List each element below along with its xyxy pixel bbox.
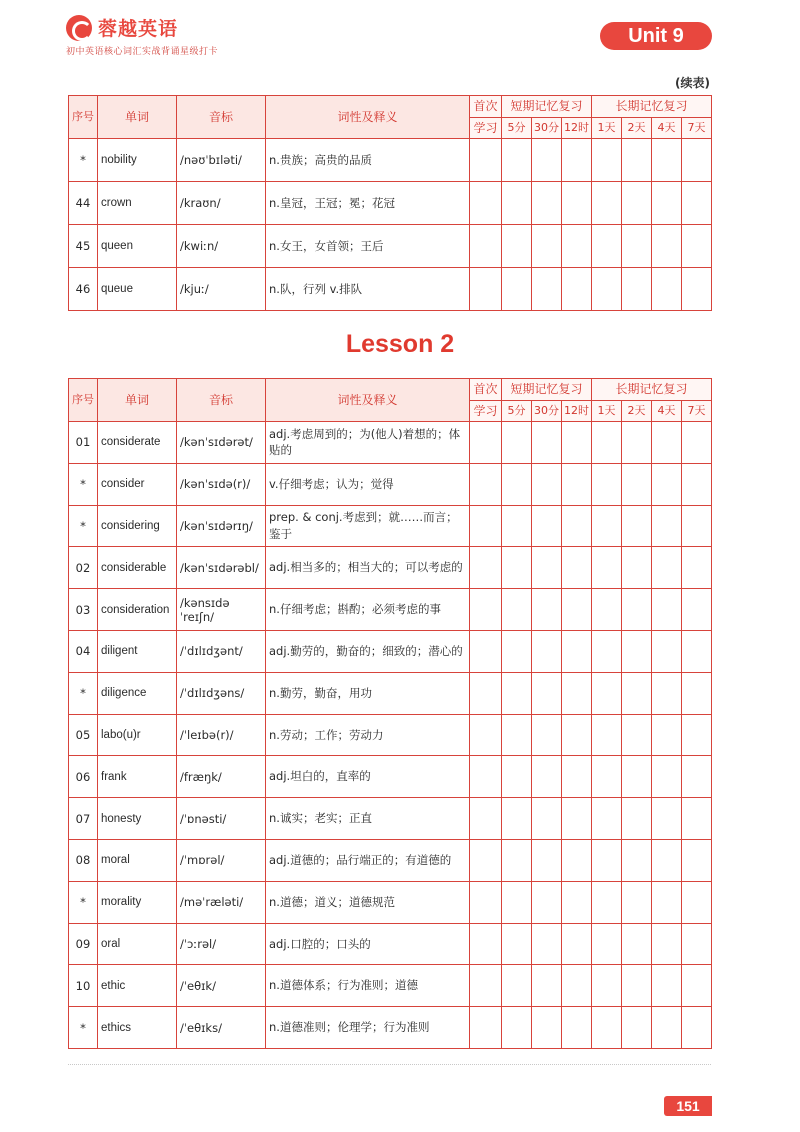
continued-label: (续表) bbox=[675, 76, 710, 90]
review-checkbox-cell[interactable] bbox=[682, 225, 712, 268]
row-number: * bbox=[69, 881, 98, 923]
phonetic: /ˈeθɪks/ bbox=[177, 1007, 266, 1049]
vocab-table-lesson bbox=[68, 378, 712, 1049]
review-checkbox-cell[interactable] bbox=[592, 139, 622, 182]
word: considerate bbox=[98, 422, 177, 464]
review-checkbox-cell[interactable] bbox=[502, 463, 532, 505]
review-checkbox-cell[interactable] bbox=[532, 965, 562, 1007]
review-checkbox-cell[interactable] bbox=[682, 268, 712, 311]
header-long-term: 长期记忆复习 bbox=[592, 379, 712, 401]
review-checkbox-cell[interactable] bbox=[562, 589, 592, 631]
header-5min: 5分 bbox=[502, 118, 532, 139]
table-row bbox=[69, 139, 712, 182]
review-checkbox-cell[interactable] bbox=[532, 798, 562, 840]
review-checkbox-cell[interactable] bbox=[502, 672, 532, 714]
review-checkbox-cell[interactable] bbox=[532, 589, 562, 631]
row-number: 09 bbox=[69, 923, 98, 965]
header-12h: 12时 bbox=[562, 118, 592, 139]
review-checkbox-cell[interactable] bbox=[592, 923, 622, 965]
phonetic: /kənˈsɪdərəbl/ bbox=[177, 547, 266, 589]
review-checkbox-cell[interactable] bbox=[532, 463, 562, 505]
phonetic: /kwiːn/ bbox=[177, 225, 266, 268]
review-checkbox-cell[interactable] bbox=[652, 714, 682, 756]
row-number: * bbox=[69, 463, 98, 505]
review-checkbox-cell[interactable] bbox=[470, 1007, 502, 1049]
header-12h: 12时 bbox=[562, 401, 592, 422]
review-checkbox-cell[interactable] bbox=[622, 630, 652, 672]
meaning: prep. & conj.考虑到；就……而言；鉴于 bbox=[266, 505, 470, 547]
review-checkbox-cell[interactable] bbox=[502, 1007, 532, 1049]
header-short-term: 短期记忆复习 bbox=[502, 379, 592, 401]
review-checkbox-cell[interactable] bbox=[622, 139, 652, 182]
review-checkbox-cell[interactable] bbox=[532, 225, 562, 268]
lesson-rows bbox=[69, 422, 712, 1049]
review-checkbox-cell[interactable] bbox=[502, 139, 532, 182]
table-row bbox=[69, 182, 712, 225]
review-checkbox-cell[interactable] bbox=[622, 422, 652, 464]
review-checkbox-cell[interactable] bbox=[532, 422, 562, 464]
brand-logo-icon bbox=[66, 15, 92, 41]
review-checkbox-cell[interactable] bbox=[470, 756, 502, 798]
table-row bbox=[69, 268, 712, 311]
review-checkbox-cell[interactable] bbox=[592, 422, 622, 464]
review-checkbox-cell[interactable] bbox=[652, 182, 682, 225]
review-checkbox-cell[interactable] bbox=[682, 547, 712, 589]
meaning: n.仔细考虑；斟酌；必须考虑的事 bbox=[266, 589, 470, 631]
review-checkbox-cell[interactable] bbox=[622, 225, 652, 268]
meaning: adj.勤劳的，勤奋的；细致的；潜心的 bbox=[266, 630, 470, 672]
review-checkbox-cell[interactable] bbox=[470, 547, 502, 589]
word: crown bbox=[98, 182, 177, 225]
review-checkbox-cell[interactable] bbox=[652, 422, 682, 464]
review-checkbox-cell[interactable] bbox=[562, 1007, 592, 1049]
review-checkbox-cell[interactable] bbox=[532, 1007, 562, 1049]
header-subtitle: 初中英语核心词汇实战背诵星级打卡 bbox=[66, 47, 219, 57]
header-1day: 1天 bbox=[592, 401, 622, 422]
review-checkbox-cell[interactable] bbox=[502, 881, 532, 923]
review-checkbox-cell[interactable] bbox=[562, 268, 592, 311]
meaning: n.道德准则；伦理学；行为准则 bbox=[266, 1007, 470, 1049]
phonetic: /kraʊn/ bbox=[177, 182, 266, 225]
review-checkbox-cell[interactable] bbox=[652, 923, 682, 965]
review-checkbox-cell[interactable] bbox=[592, 965, 622, 1007]
meaning: n.道德；道义；道德规范 bbox=[266, 881, 470, 923]
review-checkbox-cell[interactable] bbox=[562, 139, 592, 182]
word: diligent bbox=[98, 630, 177, 672]
phonetic: /kjuː/ bbox=[177, 268, 266, 311]
phonetic: /kənˈsɪdə(r)/ bbox=[177, 463, 266, 505]
word: labo(u)r bbox=[98, 714, 177, 756]
table-row bbox=[69, 422, 712, 464]
header-7day: 7天 bbox=[682, 118, 712, 139]
table-row bbox=[69, 756, 712, 798]
phonetic: /ˈdɪlɪdʒəns/ bbox=[177, 672, 266, 714]
header-meaning: 词性及释义 bbox=[266, 96, 470, 139]
review-checkbox-cell[interactable] bbox=[502, 839, 532, 881]
review-checkbox-cell[interactable] bbox=[562, 798, 592, 840]
brand-logo bbox=[66, 14, 178, 41]
review-checkbox-cell[interactable] bbox=[652, 630, 682, 672]
review-checkbox-cell[interactable] bbox=[562, 839, 592, 881]
row-number: 08 bbox=[69, 839, 98, 881]
review-checkbox-cell[interactable] bbox=[592, 589, 622, 631]
table-row bbox=[69, 839, 712, 881]
review-checkbox-cell[interactable] bbox=[562, 182, 592, 225]
review-checkbox-cell[interactable] bbox=[532, 923, 562, 965]
word: considering bbox=[98, 505, 177, 547]
review-checkbox-cell[interactable] bbox=[592, 547, 622, 589]
table-row bbox=[69, 630, 712, 672]
review-checkbox-cell[interactable] bbox=[470, 672, 502, 714]
review-checkbox-cell[interactable] bbox=[562, 225, 592, 268]
word: morality bbox=[98, 881, 177, 923]
phonetic: /nəʊˈbɪləti/ bbox=[177, 139, 266, 182]
meaning: v.仔细考虑；认为；觉得 bbox=[266, 463, 470, 505]
review-checkbox-cell[interactable] bbox=[562, 965, 592, 1007]
review-checkbox-cell[interactable] bbox=[622, 923, 652, 965]
review-checkbox-cell[interactable] bbox=[470, 798, 502, 840]
row-number: 46 bbox=[69, 268, 98, 311]
phonetic: /ˈeθɪk/ bbox=[177, 965, 266, 1007]
word: queue bbox=[98, 268, 177, 311]
review-checkbox-cell[interactable] bbox=[652, 589, 682, 631]
review-checkbox-cell[interactable] bbox=[682, 630, 712, 672]
phonetic: /məˈræləti/ bbox=[177, 881, 266, 923]
review-checkbox-cell[interactable] bbox=[682, 672, 712, 714]
review-checkbox-cell[interactable] bbox=[502, 965, 532, 1007]
review-checkbox-cell[interactable] bbox=[532, 839, 562, 881]
review-checkbox-cell[interactable] bbox=[682, 505, 712, 547]
review-checkbox-cell[interactable] bbox=[532, 672, 562, 714]
review-checkbox-cell[interactable] bbox=[532, 139, 562, 182]
review-checkbox-cell[interactable] bbox=[592, 839, 622, 881]
brand-name: 蓉越英语 bbox=[98, 18, 179, 40]
review-checkbox-cell[interactable] bbox=[622, 756, 652, 798]
review-checkbox-cell[interactable] bbox=[562, 714, 592, 756]
review-checkbox-cell[interactable] bbox=[652, 505, 682, 547]
page-header bbox=[0, 0, 800, 70]
review-checkbox-cell[interactable] bbox=[682, 182, 712, 225]
header-2day: 2天 bbox=[622, 401, 652, 422]
phonetic: /kənsɪdəˈreɪʃn/ bbox=[177, 589, 266, 631]
review-checkbox-cell[interactable] bbox=[682, 798, 712, 840]
word: ethics bbox=[98, 1007, 177, 1049]
header-first-sub: 学习 bbox=[470, 118, 502, 139]
review-checkbox-cell[interactable] bbox=[532, 881, 562, 923]
review-checkbox-cell[interactable] bbox=[470, 268, 502, 311]
review-checkbox-cell[interactable] bbox=[532, 756, 562, 798]
meaning: n.皇冠，王冠；冕；花冠 bbox=[266, 182, 470, 225]
meaning: n.队，行列 v.排队 bbox=[266, 268, 470, 311]
review-checkbox-cell[interactable] bbox=[622, 839, 652, 881]
review-checkbox-cell[interactable] bbox=[652, 756, 682, 798]
review-checkbox-cell[interactable] bbox=[532, 547, 562, 589]
header-word: 单词 bbox=[98, 379, 177, 422]
header-7day: 7天 bbox=[682, 401, 712, 422]
phonetic: /ˈmɒrəl/ bbox=[177, 839, 266, 881]
review-checkbox-cell[interactable] bbox=[622, 672, 652, 714]
header-1day: 1天 bbox=[592, 118, 622, 139]
row-number: 06 bbox=[69, 756, 98, 798]
review-checkbox-cell[interactable] bbox=[622, 463, 652, 505]
table-row bbox=[69, 714, 712, 756]
review-checkbox-cell[interactable] bbox=[470, 630, 502, 672]
review-checkbox-cell[interactable] bbox=[532, 505, 562, 547]
row-number: * bbox=[69, 1007, 98, 1049]
header-4day: 4天 bbox=[652, 401, 682, 422]
review-checkbox-cell[interactable] bbox=[532, 630, 562, 672]
review-checkbox-cell[interactable] bbox=[682, 139, 712, 182]
meaning: adj.相当多的；相当大的；可以考虑的 bbox=[266, 547, 470, 589]
review-checkbox-cell[interactable] bbox=[470, 589, 502, 631]
unit-badge: Unit 9 bbox=[600, 22, 712, 50]
review-checkbox-cell[interactable] bbox=[502, 182, 532, 225]
review-checkbox-cell[interactable] bbox=[532, 714, 562, 756]
review-checkbox-cell[interactable] bbox=[682, 463, 712, 505]
table-row bbox=[69, 672, 712, 714]
word: queen bbox=[98, 225, 177, 268]
word: nobility bbox=[98, 139, 177, 182]
review-checkbox-cell[interactable] bbox=[502, 798, 532, 840]
review-checkbox-cell[interactable] bbox=[562, 923, 592, 965]
row-number: * bbox=[69, 505, 98, 547]
review-checkbox-cell[interactable] bbox=[502, 630, 532, 672]
table-row bbox=[69, 965, 712, 1007]
review-checkbox-cell[interactable] bbox=[502, 756, 532, 798]
review-checkbox-cell[interactable] bbox=[592, 798, 622, 840]
review-checkbox-cell[interactable] bbox=[502, 547, 532, 589]
word: consider bbox=[98, 463, 177, 505]
review-checkbox-cell[interactable] bbox=[562, 505, 592, 547]
table-row bbox=[69, 225, 712, 268]
review-checkbox-cell[interactable] bbox=[652, 965, 682, 1007]
review-checkbox-cell[interactable] bbox=[470, 714, 502, 756]
review-checkbox-cell[interactable] bbox=[592, 881, 622, 923]
meaning: n.道德体系；行为准则；道德 bbox=[266, 965, 470, 1007]
review-checkbox-cell[interactable] bbox=[470, 225, 502, 268]
review-checkbox-cell[interactable] bbox=[562, 547, 592, 589]
phonetic: /ˈɔːrəl/ bbox=[177, 923, 266, 965]
review-checkbox-cell[interactable] bbox=[682, 589, 712, 631]
phonetic: /ˈɒnəsti/ bbox=[177, 798, 266, 840]
review-checkbox-cell[interactable] bbox=[592, 630, 622, 672]
table-row bbox=[69, 589, 712, 631]
review-checkbox-cell[interactable] bbox=[592, 505, 622, 547]
meaning: adj.坦白的，直率的 bbox=[266, 756, 470, 798]
review-checkbox-cell[interactable] bbox=[622, 965, 652, 1007]
word: honesty bbox=[98, 798, 177, 840]
header-phonetic: 音标 bbox=[177, 96, 266, 139]
review-checkbox-cell[interactable] bbox=[562, 881, 592, 923]
review-checkbox-cell[interactable] bbox=[562, 630, 592, 672]
review-checkbox-cell[interactable] bbox=[592, 463, 622, 505]
lesson-title: Lesson 2 bbox=[345, 330, 455, 358]
table-row bbox=[69, 547, 712, 589]
phonetic: /kənˈsɪdərət/ bbox=[177, 422, 266, 464]
row-number: 10 bbox=[69, 965, 98, 1007]
review-checkbox-cell[interactable] bbox=[682, 1007, 712, 1049]
review-checkbox-cell[interactable] bbox=[622, 268, 652, 311]
header-30min: 30分 bbox=[532, 401, 562, 422]
review-checkbox-cell[interactable] bbox=[562, 672, 592, 714]
review-checkbox-cell[interactable] bbox=[470, 463, 502, 505]
header-4day: 4天 bbox=[652, 118, 682, 139]
review-checkbox-cell[interactable] bbox=[622, 714, 652, 756]
row-number: 44 bbox=[69, 182, 98, 225]
meaning: adj.考虑周到的；为(他人)着想的；体贴的 bbox=[266, 422, 470, 464]
review-checkbox-cell[interactable] bbox=[652, 798, 682, 840]
table-row bbox=[69, 798, 712, 840]
review-checkbox-cell[interactable] bbox=[502, 268, 532, 311]
review-checkbox-cell[interactable] bbox=[622, 547, 652, 589]
header-long-term: 长期记忆复习 bbox=[592, 96, 712, 118]
row-number: 45 bbox=[69, 225, 98, 268]
review-checkbox-cell[interactable] bbox=[592, 672, 622, 714]
review-checkbox-cell[interactable] bbox=[622, 798, 652, 840]
footer-divider bbox=[68, 1064, 711, 1065]
review-checkbox-cell[interactable] bbox=[470, 923, 502, 965]
phonetic: /ˈleɪbə(r)/ bbox=[177, 714, 266, 756]
row-number: 04 bbox=[69, 630, 98, 672]
review-checkbox-cell[interactable] bbox=[502, 589, 532, 631]
review-checkbox-cell[interactable] bbox=[562, 463, 592, 505]
review-checkbox-cell[interactable] bbox=[682, 881, 712, 923]
header-num: 序号 bbox=[69, 379, 98, 422]
meaning: n.贵族；高贵的品质 bbox=[266, 139, 470, 182]
review-checkbox-cell[interactable] bbox=[652, 1007, 682, 1049]
phonetic: /kənˈsɪdərɪŋ/ bbox=[177, 505, 266, 547]
header-first: 首次 bbox=[470, 379, 502, 401]
header-word: 单词 bbox=[98, 96, 177, 139]
review-checkbox-cell[interactable] bbox=[682, 923, 712, 965]
review-checkbox-cell[interactable] bbox=[470, 422, 502, 464]
review-checkbox-cell[interactable] bbox=[652, 225, 682, 268]
table-row bbox=[69, 463, 712, 505]
review-checkbox-cell[interactable] bbox=[682, 714, 712, 756]
review-checkbox-cell[interactable] bbox=[652, 881, 682, 923]
review-checkbox-cell[interactable] bbox=[470, 182, 502, 225]
meaning: adj.口腔的；口头的 bbox=[266, 923, 470, 965]
word: ethic bbox=[98, 965, 177, 1007]
phonetic: /ˈdɪlɪdʒənt/ bbox=[177, 630, 266, 672]
header-num: 序号 bbox=[69, 96, 98, 139]
table-row bbox=[69, 881, 712, 923]
word: considerable bbox=[98, 547, 177, 589]
row-number: * bbox=[69, 139, 98, 182]
word: moral bbox=[98, 839, 177, 881]
header-first: 首次 bbox=[470, 96, 502, 118]
review-checkbox-cell[interactable] bbox=[592, 225, 622, 268]
review-checkbox-cell[interactable] bbox=[470, 839, 502, 881]
review-checkbox-cell[interactable] bbox=[532, 182, 562, 225]
review-checkbox-cell[interactable] bbox=[592, 756, 622, 798]
review-checkbox-cell[interactable] bbox=[502, 225, 532, 268]
row-number: 05 bbox=[69, 714, 98, 756]
phonetic: /fræŋk/ bbox=[177, 756, 266, 798]
review-checkbox-cell[interactable] bbox=[652, 672, 682, 714]
review-checkbox-cell[interactable] bbox=[502, 923, 532, 965]
review-checkbox-cell[interactable] bbox=[682, 965, 712, 1007]
review-checkbox-cell[interactable] bbox=[592, 182, 622, 225]
table-row bbox=[69, 505, 712, 547]
review-checkbox-cell[interactable] bbox=[470, 881, 502, 923]
header-meaning: 词性及释义 bbox=[266, 379, 470, 422]
word: frank bbox=[98, 756, 177, 798]
header-5min: 5分 bbox=[502, 401, 532, 422]
review-checkbox-cell[interactable] bbox=[532, 268, 562, 311]
row-number: 01 bbox=[69, 422, 98, 464]
review-checkbox-cell[interactable] bbox=[622, 1007, 652, 1049]
row-number: 07 bbox=[69, 798, 98, 840]
row-number: 02 bbox=[69, 547, 98, 589]
meaning: n.女王，女首领；王后 bbox=[266, 225, 470, 268]
review-checkbox-cell[interactable] bbox=[622, 182, 652, 225]
word: oral bbox=[98, 923, 177, 965]
word: consideration bbox=[98, 589, 177, 631]
review-checkbox-cell[interactable] bbox=[682, 839, 712, 881]
review-checkbox-cell[interactable] bbox=[502, 714, 532, 756]
review-checkbox-cell[interactable] bbox=[562, 756, 592, 798]
table-row bbox=[69, 923, 712, 965]
header-2day: 2天 bbox=[622, 118, 652, 139]
review-checkbox-cell[interactable] bbox=[592, 1007, 622, 1049]
header-30min: 30分 bbox=[532, 118, 562, 139]
review-checkbox-cell[interactable] bbox=[682, 756, 712, 798]
page-number: 151 bbox=[664, 1096, 712, 1116]
review-checkbox-cell[interactable] bbox=[652, 268, 682, 311]
review-checkbox-cell[interactable] bbox=[502, 422, 532, 464]
meaning: n.诚实；老实；正直 bbox=[266, 798, 470, 840]
review-checkbox-cell[interactable] bbox=[502, 505, 532, 547]
word: diligence bbox=[98, 672, 177, 714]
review-checkbox-cell[interactable] bbox=[592, 714, 622, 756]
review-checkbox-cell[interactable] bbox=[562, 422, 592, 464]
header-short-term: 短期记忆复习 bbox=[502, 96, 592, 118]
review-checkbox-cell[interactable] bbox=[652, 463, 682, 505]
review-checkbox-cell[interactable] bbox=[652, 839, 682, 881]
meaning: n.劳动；工作；劳动力 bbox=[266, 714, 470, 756]
row-number: 03 bbox=[69, 589, 98, 631]
review-checkbox-cell[interactable] bbox=[652, 139, 682, 182]
header-phonetic: 音标 bbox=[177, 379, 266, 422]
review-checkbox-cell[interactable] bbox=[652, 547, 682, 589]
review-checkbox-cell[interactable] bbox=[682, 422, 712, 464]
continued-rows bbox=[69, 139, 712, 311]
header-first-sub: 学习 bbox=[470, 401, 502, 422]
review-checkbox-cell[interactable] bbox=[622, 589, 652, 631]
review-checkbox-cell[interactable] bbox=[470, 139, 502, 182]
review-checkbox-cell[interactable] bbox=[470, 505, 502, 547]
review-checkbox-cell[interactable] bbox=[592, 268, 622, 311]
review-checkbox-cell[interactable] bbox=[622, 881, 652, 923]
vocab-table-continued bbox=[68, 95, 712, 311]
review-checkbox-cell[interactable] bbox=[470, 965, 502, 1007]
meaning: n.勤劳，勤奋，用功 bbox=[266, 672, 470, 714]
row-number: * bbox=[69, 672, 98, 714]
table-row bbox=[69, 1007, 712, 1049]
meaning: adj.道德的；品行端正的；有道德的 bbox=[266, 839, 470, 881]
review-checkbox-cell[interactable] bbox=[622, 505, 652, 547]
